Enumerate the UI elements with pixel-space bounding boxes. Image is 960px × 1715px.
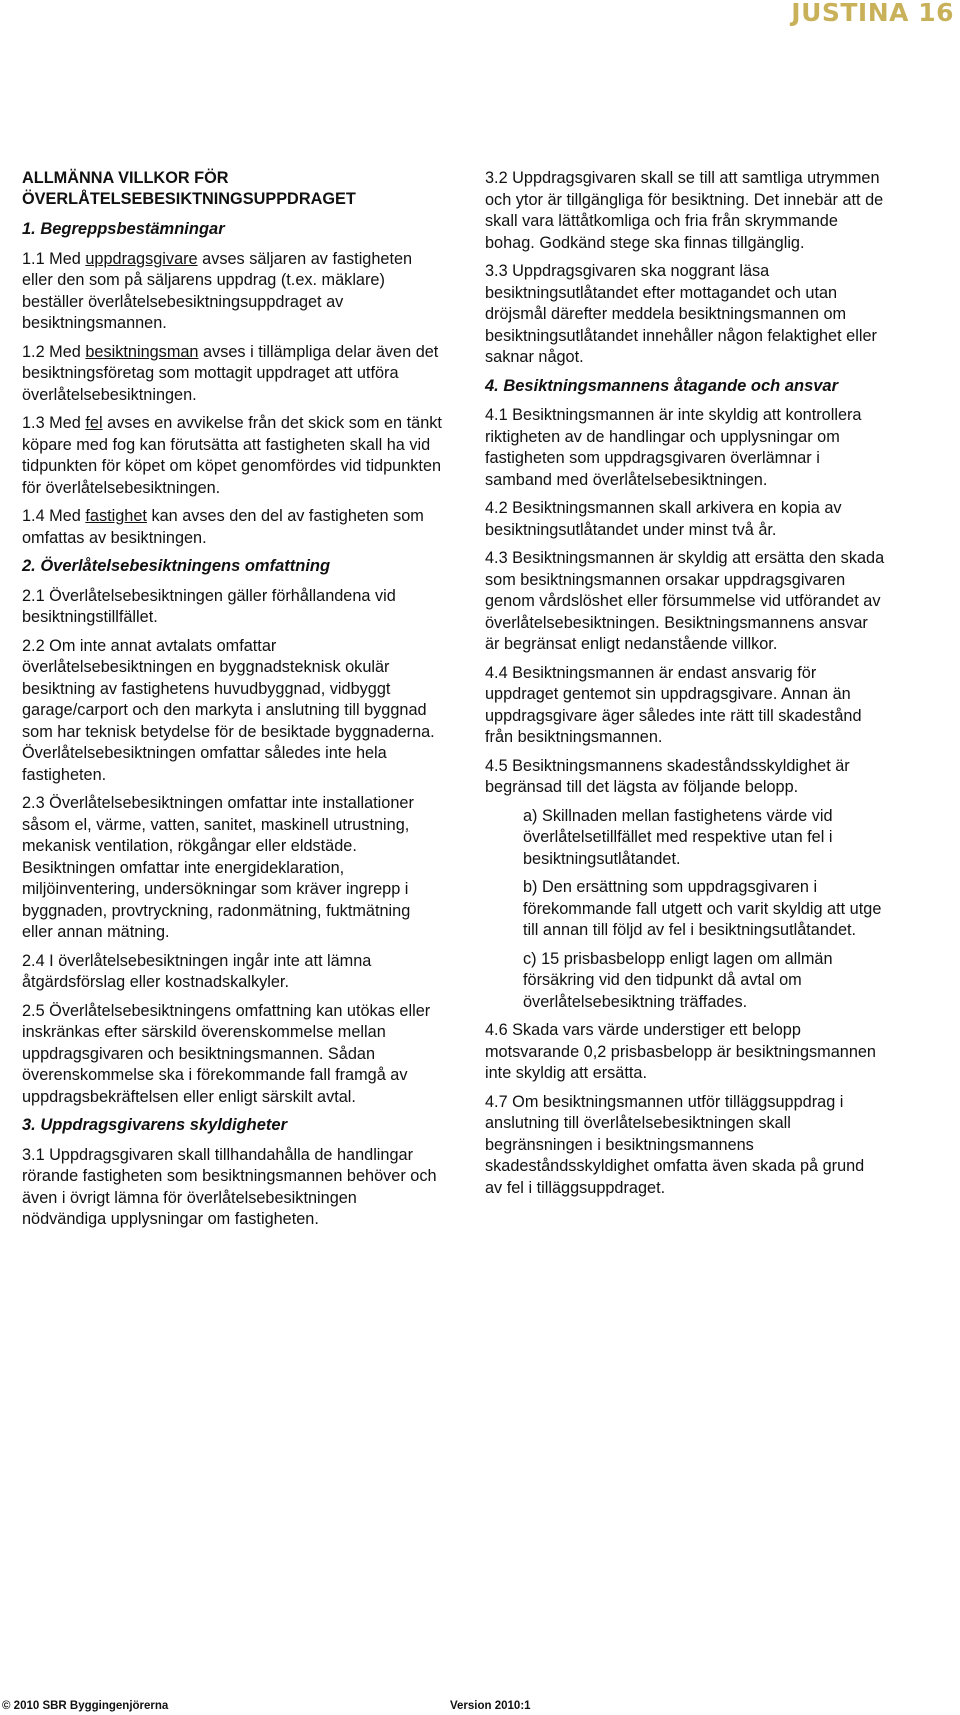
section-1-heading: 1. Begreppsbestämningar [22, 220, 225, 238]
clause-2-2: 2.2 Om inte annat avtalats omfattar överlåtelsebesiktningen en byggnadsteknisk okulär besiktning av fastighetens huvudbyggnad, vidbyggt garage/carport och den markyta i anslutning till byggnad som har teknisk betydelse för de besiktade byggnaderna. Överlåtelsebesiktningen omfattar således inte hela fastigheten. [22, 636, 435, 784]
right-column [485, 168, 885, 1206]
term-fastighet: fastighet [85, 507, 147, 525]
clause-4-6: 4.6 Skada vars värde understiger ett belopp motsvarande 0,2 prisbasbelopp är besiktningsmannen inte skyldig att ersätta. [485, 1021, 876, 1082]
clause-3-1: 3.1 Uppdragsgivaren skall tillhandahålla de handlingar rörande fastigheten som besiktningsmannen behöver och även i övrigt lämna för överlåtelsebesiktningen nödvändiga upplysningar om fastigheten. [22, 1145, 437, 1228]
footer-copyright: © 2010 SBR Byggingenjörerna [2, 1700, 169, 1712]
clause-3-3: 3.3 Uppdragsgivaren ska noggrant läsa besiktningsutlåtandet efter mottagandet och utan dröjsmål därefter meddela besiktningsmannen om besiktningsutlåtandet innehåller någon felaktighet eller saknar något. [485, 262, 877, 366]
clause-2-3: 2.3 Överlåtelsebesiktningen omfattar inte installationer såsom el, värme, vatten, sanitet, maskinell utrustning, mekanisk ventilation, rökgångar eller eldstäde. Besiktningen omfattar inte energideklaration, miljöinventering, undersökningar som kräver ingrepp i byggnaden, provtryckning, radonmätning, fuktmätning eller annan mätning. [22, 794, 414, 941]
footer-version: Version 2010:1 [450, 1700, 531, 1712]
clause-4-4: 4.4 Besiktningsmannen är endast ansvarig för uppdraget gentemot sin uppdragsgivare. Annan än uppdragsgivare äger således inte rätt till skadestånd från besiktningsmannen. [485, 663, 862, 746]
clause-4-2: 4.2 Besiktningsmannen skall arkivera en kopia av besiktningsutlåtandet under minst två år. [485, 499, 842, 539]
clause-4-1: 4.1 Besiktningsmannen är inte skyldig att kontrollera riktigheten av de handlingar och upplysningar om fastigheten som uppdragsgivaren överlämnar i samband med överlåtelsebesiktningen. [485, 406, 862, 489]
section-2-heading: 2. Överlåtelsebesiktningens omfattning [22, 557, 331, 575]
clause-2-5: 2.5 Överlåtelsebesiktningens omfattning kan utökas eller inskränkas efter särskild överenskommelse mellan uppdragsgivaren och besiktningsmannen. Sådan överenskommelse ska i förekommande fall framgå av uppdragsbekräftelsen eller enligt särskilt avtal. [22, 1001, 431, 1106]
clause-4-5: 4.5 Besiktningsmannens skadeståndsskyldighet är begränsad till det lägsta av följande belopp. [485, 756, 850, 796]
clause-1-2: 1.2 Med besiktningsman avses i tillämpliga delar även det besiktningsföretag som mottagit uppdraget att utföra överlåtelsebesiktningen. [22, 342, 439, 404]
clause-4-5-b: b) Den ersättning som uppdragsgivaren i förekommande fall utgett och varit skyldig att utge till annan till följd av fel i besiktningsutlåtandet. [523, 878, 882, 939]
clause-4-3: 4.3 Besiktningsmannen är skyldig att ersätta den skada som besiktningsmannen orsakar uppdragsgivaren genom vårdslöshet eller försummelse vid utförandet av överlåtelsebesiktningen. Besiktningsmannens ansvar är begränsat enligt nedanstående villkor. [485, 549, 885, 653]
term-uppdragsgivare: uppdragsgivare [85, 249, 198, 268]
left-column [22, 168, 442, 1238]
term-besiktningsman: besiktningsman [85, 342, 199, 361]
clause-2-4: 2.4 I överlåtelsebesiktningen ingår inte att lämna åtgärdsförslag eller kostnadskalkyler. [22, 951, 372, 991]
clause-3-2: 3.2 Uppdragsgivaren skall se till att samtliga utrymmen och ytor är tillgängliga för besiktning. Det innebär att de skall vara lättåtkomliga och fria från skrymmande bohag. Godkänd stege ska finnas tillgänglig. [485, 169, 884, 252]
clause-4-7: 4.7 Om besiktningsmannen utför tilläggsuppdrag i anslutning till överlåtelsebesiktningen skall begränsningen i besiktningsmannens skadeståndsskyldighet omfatta även skada på grund av fel i tilläggsuppdraget. [485, 1092, 865, 1197]
clause-2-1: 2.1 Överlåtelsebesiktningen gäller förhållandena vid besiktningstillfället. [22, 586, 396, 626]
section-4-heading: 4. Besiktningsmannens åtagande och ansvar [485, 376, 839, 395]
term-fel: fel [85, 414, 103, 432]
section-3-heading: 3. Uppdragsgivarens skyldigheter [22, 1116, 288, 1134]
clause-1-1: 1.1 Med uppdragsgivare avses säljaren av fastigheten eller den som på säljarens uppdrag (t.ex. mäklare) beställer överlåtelsebesiktningsuppdraget av besiktningsmannen. [22, 249, 413, 332]
clause-4-5-a: a) Skillnaden mellan fastighetens värde vid överlåtelsetillfället med respektive utan fel i besiktningsutlåtandet. [523, 806, 833, 868]
clause-1-3: 1.3 Med fel avses en avvikelse från det skick som en tänkt köpare med fog kan förutsätta att fastigheten skall ha vid tidpunkten för köpet om köpet genomfördes vid tidpunkten för överlåtelsebesiktningen. [22, 414, 442, 497]
brand-title: JUSTINA 16 [791, 0, 954, 27]
clause-4-5-c: c) 15 prisbasbelopp enligt lagen om allmän försäkring vid den tidpunkt då avtal om överlåtelsebesiktning träffades. [523, 949, 833, 1011]
clause-1-4: 1.4 Med fastighet kan avses den del av fastigheten som omfattas av besiktningen. [22, 507, 424, 547]
document-title: ALLMÄNNA VILLKOR FÖR ÖVERLÅTELSEBESIKTNINGSUPPDRAGET [22, 169, 356, 208]
